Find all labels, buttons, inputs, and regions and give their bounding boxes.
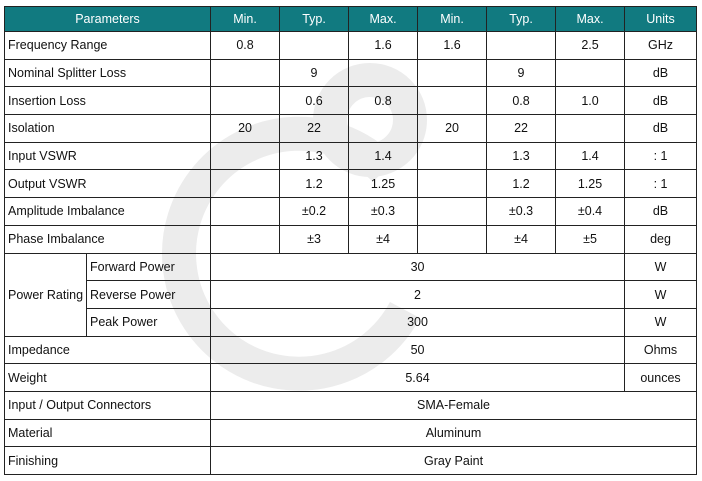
value-cell: ±4 <box>487 225 556 253</box>
param-label: Weight <box>5 364 211 392</box>
header-max-2: Max. <box>556 7 625 32</box>
table-row-power-peak <box>5 308 697 336</box>
value-cell: ±0.3 <box>349 198 418 226</box>
power-sub-label: Forward Power <box>87 253 211 281</box>
header-row <box>5 7 697 32</box>
param-label: Frequency Range <box>5 32 211 60</box>
value-cell <box>211 142 280 170</box>
value-cell <box>556 59 625 87</box>
value-cell <box>211 59 280 87</box>
value-cell: 0.8 <box>349 87 418 115</box>
table-row-connectors <box>5 391 697 419</box>
header-units: Units <box>625 7 697 32</box>
value-cell: 1.3 <box>280 142 349 170</box>
header-typ-1: Typ. <box>280 7 349 32</box>
param-label: Material <box>5 419 211 447</box>
param-label: Phase Imbalance <box>5 225 211 253</box>
value-cell <box>280 32 349 60</box>
value-cell: 1.2 <box>280 170 349 198</box>
value-cell <box>211 170 280 198</box>
value-cell <box>556 115 625 143</box>
value-cell <box>418 59 487 87</box>
unit-cell: W <box>625 308 697 336</box>
table-row <box>5 225 697 253</box>
table-row-power-reverse <box>5 281 697 309</box>
table-row <box>5 142 697 170</box>
connectors-value: SMA-Female <box>211 391 697 419</box>
value-cell: 1.0 <box>556 87 625 115</box>
unit-cell: W <box>625 253 697 281</box>
table-row <box>5 59 697 87</box>
power-value: 300 <box>211 308 625 336</box>
param-label: Nominal Splitter Loss <box>5 59 211 87</box>
value-cell: 22 <box>487 115 556 143</box>
value-cell: 1.6 <box>349 32 418 60</box>
value-cell: 1.6 <box>418 32 487 60</box>
table-row-weight <box>5 364 697 392</box>
value-cell: ±3 <box>280 225 349 253</box>
header-min-1: Min. <box>211 7 280 32</box>
specifications-table <box>4 6 697 475</box>
value-cell <box>211 87 280 115</box>
header-typ-2: Typ. <box>487 7 556 32</box>
unit-cell: GHz <box>625 32 697 60</box>
table-row-material <box>5 419 697 447</box>
unit-cell: W <box>625 281 697 309</box>
power-value: 30 <box>211 253 625 281</box>
power-value: 2 <box>211 281 625 309</box>
unit-cell: dB <box>625 115 697 143</box>
param-label: Input / Output Connectors <box>5 391 211 419</box>
value-cell <box>349 59 418 87</box>
power-sub-label: Reverse Power <box>87 281 211 309</box>
value-cell: 2.5 <box>556 32 625 60</box>
value-cell: 9 <box>487 59 556 87</box>
value-cell <box>211 198 280 226</box>
param-label: Impedance <box>5 336 211 364</box>
unit-cell: ounces <box>625 364 697 392</box>
value-cell: 20 <box>418 115 487 143</box>
weight-value: 5.64 <box>211 364 625 392</box>
value-cell <box>418 225 487 253</box>
value-cell: 1.3 <box>487 142 556 170</box>
value-cell: 0.8 <box>487 87 556 115</box>
table-row <box>5 87 697 115</box>
impedance-value: 50 <box>211 336 625 364</box>
param-label: Insertion Loss <box>5 87 211 115</box>
value-cell: ±5 <box>556 225 625 253</box>
table-row <box>5 170 697 198</box>
table-row <box>5 32 697 60</box>
param-label: Amplitude Imbalance <box>5 198 211 226</box>
unit-cell: dB <box>625 87 697 115</box>
value-cell: ±0.2 <box>280 198 349 226</box>
table-row-impedance <box>5 336 697 364</box>
param-label: Finishing <box>5 447 211 475</box>
value-cell: ±4 <box>349 225 418 253</box>
power-sub-label: Peak Power <box>87 308 211 336</box>
value-cell <box>418 87 487 115</box>
value-cell: ±0.3 <box>487 198 556 226</box>
unit-cell: : 1 <box>625 170 697 198</box>
finishing-value: Gray Paint <box>211 447 697 475</box>
value-cell: 1.25 <box>349 170 418 198</box>
value-cell: 0.8 <box>211 32 280 60</box>
value-cell <box>487 32 556 60</box>
value-cell: 1.4 <box>556 142 625 170</box>
unit-cell: : 1 <box>625 142 697 170</box>
value-cell: 9 <box>280 59 349 87</box>
material-value: Aluminum <box>211 419 697 447</box>
header-parameters: Parameters <box>5 7 211 32</box>
value-cell <box>349 115 418 143</box>
value-cell: 1.25 <box>556 170 625 198</box>
value-cell: 20 <box>211 115 280 143</box>
table-row <box>5 198 697 226</box>
value-cell <box>418 170 487 198</box>
value-cell: 1.4 <box>349 142 418 170</box>
value-cell: 1.2 <box>487 170 556 198</box>
header-max-1: Max. <box>349 7 418 32</box>
header-min-2: Min. <box>418 7 487 32</box>
power-rating-label: Power Rating <box>5 253 87 336</box>
param-label: Isolation <box>5 115 211 143</box>
table-row-finishing <box>5 447 697 475</box>
value-cell: 22 <box>280 115 349 143</box>
value-cell: ±0.4 <box>556 198 625 226</box>
unit-cell: deg <box>625 225 697 253</box>
param-label: Input VSWR <box>5 142 211 170</box>
unit-cell: dB <box>625 198 697 226</box>
value-cell: 0.6 <box>280 87 349 115</box>
table-row-power-forward <box>5 253 697 281</box>
unit-cell: dB <box>625 59 697 87</box>
value-cell <box>418 142 487 170</box>
value-cell <box>211 225 280 253</box>
value-cell <box>418 198 487 226</box>
param-label: Output VSWR <box>5 170 211 198</box>
unit-cell: Ohms <box>625 336 697 364</box>
spec-table-container <box>4 6 696 475</box>
table-row <box>5 115 697 143</box>
